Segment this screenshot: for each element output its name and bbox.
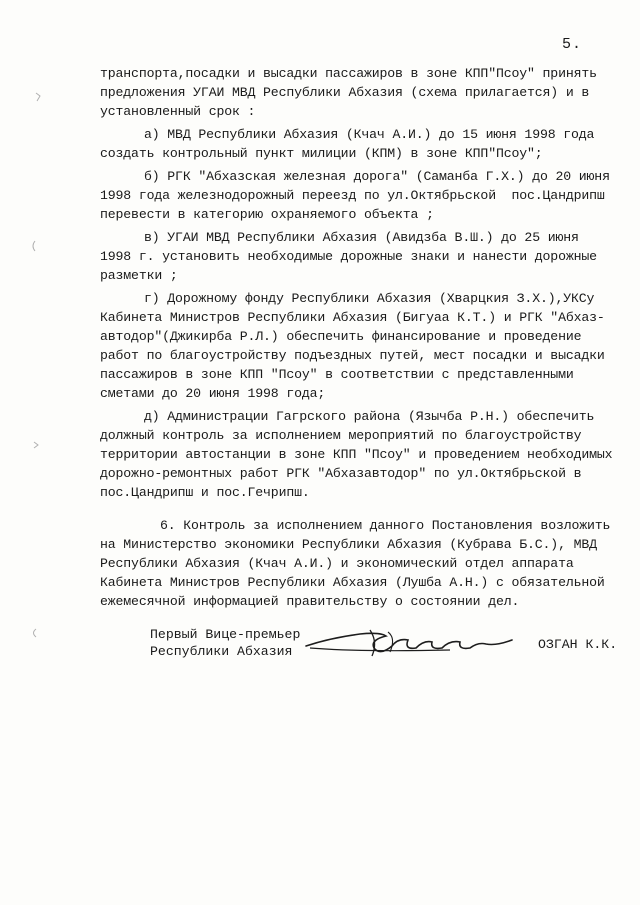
text-line: автодор"(Джикирба Р.Л.) обеспечить финансирование и проведение	[100, 329, 582, 344]
text-line: в) УГАИ МВД Республики Абхазия (Авидзба В.Ш.) до 25 июня	[144, 230, 579, 245]
text-line: Кабинета Министров Республики Абхазия (Лушба А.Н.) с обязательной	[100, 575, 605, 590]
text-line: территории автостанции в зоне КПП "Псоу" и проведением необходимых	[100, 447, 613, 462]
text-line: работ по благоустройству подъездных путей, мест посадки и высадки	[100, 348, 605, 363]
text-line: Республики Абхазия (Кчач А.И.) и экономический отдел аппарата	[100, 556, 574, 571]
text-line: разметки ;	[100, 268, 178, 283]
text-line: сметами до 20 июня 1998 года;	[100, 386, 326, 401]
text-line: 6. Контроль за исполнением данного Постановления возложить	[160, 518, 611, 533]
text-line: дорожно-ремонтных работ РГК "Абхазавтодор" по ул.Октябрьской в	[100, 466, 582, 481]
text-line: а) МВД Республики Абхазия (Кчач А.И.) до 15 июня 1998 года	[144, 127, 595, 142]
text-line: пос.Цандрипш и пос.Гечрипш.	[100, 485, 310, 500]
document-body	[100, 64, 620, 611]
text-line: создать контрольный пункт милиции (КПМ) в зоне КПП"Псоу";	[100, 146, 543, 161]
signatory-title	[150, 626, 300, 660]
text-line: должный контроль за исполнением мероприятий по благоустройству	[100, 428, 582, 443]
margin-mark-4	[30, 628, 38, 638]
text-line: г) Дорожному фонду Республики Абхазия (Хварцкия З.Х.),УКСу	[144, 291, 595, 306]
text-line: 1998 г. установить необходимые дорожные знаки и нанести дорожные	[100, 249, 597, 264]
signature-block	[150, 626, 620, 666]
signatory-title-line: Республики Абхазия	[150, 644, 293, 659]
text-line: предложения УГАИ МВД Республики Абхазия (схема прилагается) и в	[100, 85, 590, 100]
margin-mark-3	[32, 440, 40, 450]
text-line: Кабинета Министров Республики Абхазия (Бигуаа К.Т.) и РГК "Абхаз-	[100, 310, 605, 325]
margin-mark-1	[34, 92, 42, 102]
text-line: перевести в категорию охраняемого объекта ;	[100, 207, 434, 222]
handwritten-signature	[300, 616, 520, 666]
text-line: б) РГК "Абхазская железная дорога" (Саманба Г.Х.) до 20 июня	[144, 169, 610, 184]
page-number: 5.	[562, 36, 583, 53]
text-line: пассажиров в зоне КПП "Псоу" в соответствии с представленными	[100, 367, 574, 382]
text-line: д) Администрации Гагрского района (Язычба Р.Н.) обеспечить	[144, 409, 595, 424]
text-line: ежемесячной информацией правительству о состоянии дел.	[100, 594, 520, 609]
text-line: транспорта,посадки и высадки пассажиров в зоне КПП"Псоу" принять	[100, 66, 597, 81]
margin-mark-2	[30, 240, 38, 252]
text-line: установленный срок :	[100, 104, 256, 119]
text-line: на Министерство экономики Республики Абхазия (Кубрава Б.С.), МВД	[100, 537, 597, 552]
text-line: 1998 года железнодорожный переезд по ул.Октябрьской пос.Цандрипш	[100, 188, 605, 203]
signatory-title-line: Первый Вице-премьер	[150, 627, 301, 642]
signatory-name: ОЗГАН К.К.	[538, 637, 618, 652]
